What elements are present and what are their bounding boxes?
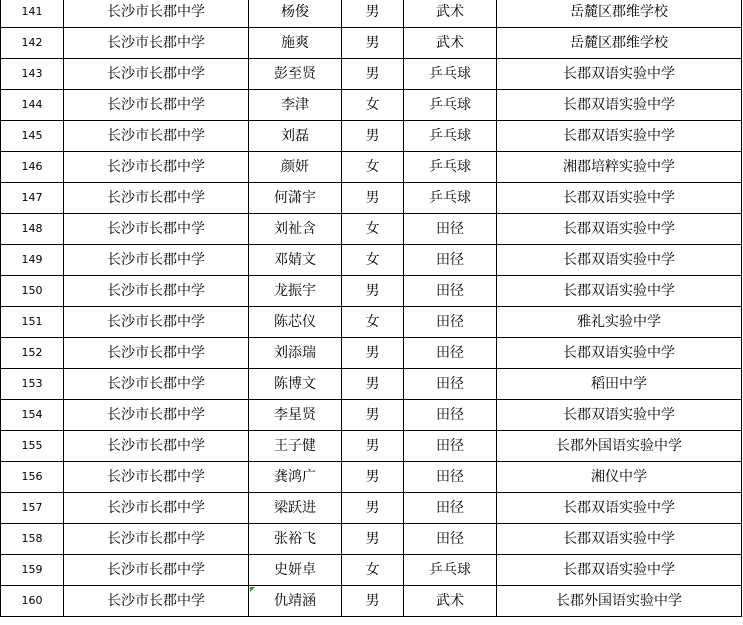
cell-gender-text: 男: [365, 190, 380, 206]
table-row: [1, 276, 742, 307]
cell-school[interactable]: [64, 90, 249, 121]
cell-school[interactable]: [64, 400, 249, 431]
cell-gender-text: 女: [365, 221, 380, 237]
cell-origin-school[interactable]: [497, 121, 742, 152]
cell-school-text: 长沙市长郡中学: [107, 438, 205, 454]
cell-origin-school-text: 长郡双语实验中学: [563, 252, 675, 268]
cell-number-text: 149: [21, 253, 43, 266]
cell-number[interactable]: [1, 555, 64, 586]
cell-gender-text: 男: [365, 500, 380, 516]
cell-sport-text: 武术: [436, 35, 464, 51]
cell-gender[interactable]: [342, 59, 404, 90]
cell-sport[interactable]: [404, 0, 497, 28]
cell-origin-school-text: 长郡外国语实验中学: [556, 438, 682, 454]
cell-school-text: 长沙市长郡中学: [107, 500, 205, 516]
cell-gender[interactable]: [342, 431, 404, 462]
cell-gender-text: 男: [365, 469, 380, 485]
cell-origin-school-text: 长郡双语实验中学: [563, 97, 675, 113]
cell-number[interactable]: [1, 121, 64, 152]
cell-school[interactable]: [64, 586, 249, 617]
cell-origin-school-text: 长郡双语实验中学: [563, 562, 675, 578]
cell-gender[interactable]: [342, 462, 404, 493]
table-row: [1, 586, 742, 617]
cell-number-text: 158: [21, 532, 43, 545]
cell-student-name[interactable]: [249, 307, 342, 338]
cell-origin-school[interactable]: [497, 338, 742, 369]
cell-gender-text: 男: [365, 376, 380, 392]
cell-student-name[interactable]: [249, 0, 342, 28]
cell-gender-text: 男: [365, 128, 380, 144]
cell-gender[interactable]: [342, 307, 404, 338]
cell-number-text: 147: [21, 191, 43, 204]
cell-school-text: 长沙市长郡中学: [107, 469, 205, 485]
cell-sport-text: 乒乓球: [429, 159, 471, 175]
cell-number-text: 144: [21, 98, 43, 111]
cell-school[interactable]: [64, 0, 249, 28]
cell-gender[interactable]: [342, 400, 404, 431]
cell-origin-school-text: 湘仪中学: [591, 469, 647, 485]
cell-origin-school[interactable]: [497, 90, 742, 121]
cell-origin-school[interactable]: [497, 152, 742, 183]
cell-sport-text: 田径: [436, 438, 464, 454]
cell-school[interactable]: [64, 276, 249, 307]
cell-gender[interactable]: [342, 90, 404, 121]
cell-sport[interactable]: [404, 462, 497, 493]
cell-student-name[interactable]: [249, 524, 342, 555]
cell-origin-school[interactable]: [497, 59, 742, 90]
cell-sport[interactable]: [404, 555, 497, 586]
cell-origin-school[interactable]: [497, 431, 742, 462]
cell-origin-school-text: 岳麓区郡维学校: [570, 35, 668, 51]
table-body: [1, 0, 742, 617]
table-row: [1, 555, 742, 586]
cell-number[interactable]: [1, 307, 64, 338]
cell-student-name[interactable]: [249, 462, 342, 493]
cell-student-name-text: 陈博文: [274, 376, 316, 392]
cell-number[interactable]: [1, 338, 64, 369]
cell-origin-school[interactable]: [497, 245, 742, 276]
cell-student-name[interactable]: [249, 400, 342, 431]
table-row: [1, 493, 742, 524]
cell-gender-text: 女: [365, 159, 380, 175]
table-row: [1, 214, 742, 245]
cell-origin-school-text: 长郡双语实验中学: [563, 345, 675, 361]
cell-student-name-text: 杨俊: [281, 4, 309, 20]
cell-origin-school[interactable]: [497, 555, 742, 586]
cell-student-name-text: 王子健: [274, 438, 316, 454]
table-row: [1, 307, 742, 338]
cell-school-text: 长沙市长郡中学: [107, 97, 205, 113]
cell-school[interactable]: [64, 28, 249, 59]
table-row: [1, 28, 742, 59]
cell-gender-text: 男: [365, 35, 380, 51]
cell-number-text: 153: [21, 377, 43, 390]
cell-number-text: 146: [21, 160, 43, 173]
cell-origin-school[interactable]: [497, 369, 742, 400]
cell-gender-text: 男: [365, 438, 380, 454]
table-row: [1, 369, 742, 400]
cell-origin-school-text: 长郡外国语实验中学: [556, 593, 682, 609]
cell-number[interactable]: [1, 28, 64, 59]
cell-student-name[interactable]: [249, 245, 342, 276]
cell-origin-school-text: 长郡双语实验中学: [563, 283, 675, 299]
cell-number-text: 159: [21, 563, 43, 576]
cell-student-name[interactable]: [249, 152, 342, 183]
cell-student-name-text: 龙振宇: [274, 283, 316, 299]
cell-school[interactable]: [64, 121, 249, 152]
cell-sport-text: 田径: [436, 531, 464, 547]
cell-number[interactable]: [1, 524, 64, 555]
cell-sport[interactable]: [404, 276, 497, 307]
cell-student-name-text: 梁跃进: [274, 500, 316, 516]
cell-sport-text: 乒乓球: [429, 128, 471, 144]
cell-school-text: 长沙市长郡中学: [107, 376, 205, 392]
cell-sport-text: 田径: [436, 221, 464, 237]
cell-school-text: 长沙市长郡中学: [107, 221, 205, 237]
cell-school-text: 长沙市长郡中学: [107, 252, 205, 268]
cell-student-name-text: 刘磊: [281, 128, 309, 144]
cell-gender-text: 男: [365, 407, 380, 423]
cell-school-text: 长沙市长郡中学: [107, 593, 205, 609]
cell-sport[interactable]: [404, 28, 497, 59]
cell-student-name-text: 张裕飞: [274, 531, 316, 547]
cell-sport[interactable]: [404, 183, 497, 214]
cell-number-text: 156: [21, 470, 43, 483]
cell-number-text: 157: [21, 501, 43, 514]
cell-sport-text: 田径: [436, 376, 464, 392]
cell-student-name-text: 何潇宇: [274, 190, 316, 206]
cell-sport-text: 乒乓球: [429, 190, 471, 206]
cell-sport[interactable]: [404, 90, 497, 121]
cell-number[interactable]: [1, 0, 64, 28]
cell-number[interactable]: [1, 369, 64, 400]
cell-gender[interactable]: [342, 183, 404, 214]
cell-number[interactable]: [1, 493, 64, 524]
cell-school-text: 长沙市长郡中学: [107, 190, 205, 206]
cell-sport-text: 田径: [436, 345, 464, 361]
cell-number-text: 143: [21, 67, 43, 80]
cell-origin-school[interactable]: [497, 0, 742, 28]
cell-origin-school[interactable]: [497, 276, 742, 307]
cell-sport-text: 田径: [436, 252, 464, 268]
cell-school[interactable]: [64, 245, 249, 276]
cell-sport[interactable]: [404, 121, 497, 152]
cell-school-text: 长沙市长郡中学: [107, 345, 205, 361]
cell-origin-school-text: 岳麓区郡维学校: [570, 4, 668, 20]
cell-sport[interactable]: [404, 431, 497, 462]
cell-number-text: 148: [21, 222, 43, 235]
cell-origin-school[interactable]: [497, 586, 742, 617]
cell-origin-school[interactable]: [497, 462, 742, 493]
table-row: [1, 245, 742, 276]
cell-origin-school-text: 长郡双语实验中学: [563, 221, 675, 237]
cell-sport-text: 田径: [436, 469, 464, 485]
table-row: [1, 462, 742, 493]
cell-gender-text: 男: [365, 4, 380, 20]
cell-gender[interactable]: [342, 214, 404, 245]
cell-origin-school-text: 湘郡培粹实验中学: [563, 159, 675, 175]
cell-sport[interactable]: [404, 59, 497, 90]
cell-number[interactable]: [1, 586, 64, 617]
cell-school-text: 长沙市长郡中学: [107, 159, 205, 175]
cell-student-name[interactable]: [249, 555, 342, 586]
cell-gender[interactable]: [342, 276, 404, 307]
cell-school-text: 长沙市长郡中学: [107, 562, 205, 578]
cell-school-text: 长沙市长郡中学: [107, 314, 205, 330]
cell-number-text: 151: [21, 315, 43, 328]
cell-school-text: 长沙市长郡中学: [107, 283, 205, 299]
cell-origin-school[interactable]: [497, 493, 742, 524]
cell-comment-marker-icon: [250, 587, 255, 592]
cell-origin-school[interactable]: [497, 214, 742, 245]
cell-gender[interactable]: [342, 28, 404, 59]
cell-sport-text: 田径: [436, 314, 464, 330]
cell-number-text: 141: [21, 5, 43, 18]
cell-student-name[interactable]: [249, 28, 342, 59]
cell-sport-text: 武术: [436, 593, 464, 609]
cell-gender[interactable]: [342, 121, 404, 152]
cell-sport[interactable]: [404, 369, 497, 400]
cell-origin-school[interactable]: [497, 524, 742, 555]
cell-number-text: 145: [21, 129, 43, 142]
cell-sport[interactable]: [404, 245, 497, 276]
cell-sport[interactable]: [404, 152, 497, 183]
cell-school[interactable]: [64, 524, 249, 555]
cell-number-text: 155: [21, 439, 43, 452]
cell-student-name[interactable]: [249, 183, 342, 214]
cell-origin-school-text: 稻田中学: [591, 376, 647, 392]
cell-gender[interactable]: [342, 493, 404, 524]
cell-school[interactable]: [64, 307, 249, 338]
cell-gender-text: 男: [365, 593, 380, 609]
cell-student-name[interactable]: [249, 214, 342, 245]
cell-student-name[interactable]: [249, 90, 342, 121]
cell-student-name-text: 刘添瑞: [274, 345, 316, 361]
cell-school[interactable]: [64, 214, 249, 245]
cell-sport[interactable]: [404, 586, 497, 617]
cell-sport-text: 乒乓球: [429, 562, 471, 578]
cell-gender-text: 男: [365, 531, 380, 547]
cell-origin-school-text: 长郡双语实验中学: [563, 500, 675, 516]
cell-origin-school-text: 雅礼实验中学: [577, 314, 661, 330]
cell-student-name[interactable]: [249, 338, 342, 369]
cell-number-text: 152: [21, 346, 43, 359]
cell-sport-text: 田径: [436, 407, 464, 423]
table-row: [1, 431, 742, 462]
cell-school[interactable]: [64, 338, 249, 369]
cell-school[interactable]: [64, 183, 249, 214]
cell-sport-text: 乒乓球: [429, 97, 471, 113]
cell-number-text: 154: [21, 408, 43, 421]
cell-gender[interactable]: [342, 338, 404, 369]
cell-school[interactable]: [64, 431, 249, 462]
cell-student-name-text: 李星贤: [274, 407, 316, 423]
table-row: [1, 59, 742, 90]
cell-student-name-text: 仇靖涵: [274, 593, 316, 609]
cell-school[interactable]: [64, 493, 249, 524]
cell-school-text: 长沙市长郡中学: [107, 4, 205, 20]
table-row: [1, 338, 742, 369]
table-row: [1, 0, 742, 28]
cell-gender[interactable]: [342, 245, 404, 276]
cell-gender-text: 女: [365, 314, 380, 330]
cell-student-name-text: 史妍卓: [274, 562, 316, 578]
cell-school-text: 长沙市长郡中学: [107, 531, 205, 547]
cell-gender-text: 女: [365, 97, 380, 113]
cell-number-text: 142: [21, 36, 43, 49]
cell-number[interactable]: [1, 59, 64, 90]
cell-number[interactable]: [1, 431, 64, 462]
cell-origin-school-text: 长郡双语实验中学: [563, 531, 675, 547]
cell-school-text: 长沙市长郡中学: [107, 66, 205, 82]
cell-sport-text: 田径: [436, 283, 464, 299]
table-row: [1, 90, 742, 121]
table-row: [1, 183, 742, 214]
cell-student-name[interactable]: [249, 493, 342, 524]
cell-gender-text: 男: [365, 345, 380, 361]
cell-student-name-text: 刘祉含: [274, 221, 316, 237]
cell-number[interactable]: [1, 400, 64, 431]
table-row: [1, 400, 742, 431]
cell-student-name-text: 陈芯仪: [274, 314, 316, 330]
cell-student-name-text: 施爽: [281, 35, 309, 51]
cell-student-name-text: 彭至贤: [274, 66, 316, 82]
cell-student-name-text: 龚鸿广: [274, 469, 316, 485]
cell-school[interactable]: [64, 555, 249, 586]
cell-origin-school[interactable]: [497, 183, 742, 214]
cell-student-name-text: 李津: [281, 97, 309, 113]
cell-sport[interactable]: [404, 524, 497, 555]
cell-number[interactable]: [1, 245, 64, 276]
cell-school[interactable]: [64, 369, 249, 400]
cell-number[interactable]: [1, 152, 64, 183]
cell-number[interactable]: [1, 276, 64, 307]
cell-sport[interactable]: [404, 493, 497, 524]
cell-gender[interactable]: [342, 369, 404, 400]
cell-origin-school-text: 长郡双语实验中学: [563, 407, 675, 423]
cell-number[interactable]: [1, 90, 64, 121]
table-row: [1, 152, 742, 183]
cell-origin-school[interactable]: [497, 307, 742, 338]
cell-sport[interactable]: [404, 400, 497, 431]
cell-school-text: 长沙市长郡中学: [107, 128, 205, 144]
cell-student-name[interactable]: [249, 586, 342, 617]
cell-number-text: 150: [21, 284, 43, 297]
cell-origin-school-text: 长郡双语实验中学: [563, 66, 675, 82]
table-row: [1, 524, 742, 555]
cell-gender[interactable]: [342, 0, 404, 28]
cell-origin-school-text: 长郡双语实验中学: [563, 190, 675, 206]
cell-gender[interactable]: [342, 586, 404, 617]
cell-origin-school-text: 长郡双语实验中学: [563, 128, 675, 144]
cell-student-name[interactable]: [249, 59, 342, 90]
cell-number[interactable]: [1, 183, 64, 214]
cell-school-text: 长沙市长郡中学: [107, 407, 205, 423]
cell-sport-text: 乒乓球: [429, 66, 471, 82]
cell-sport[interactable]: [404, 338, 497, 369]
cell-origin-school[interactable]: [497, 28, 742, 59]
cell-school[interactable]: [64, 59, 249, 90]
cell-student-name[interactable]: [249, 276, 342, 307]
cell-student-name-text: 颜妍: [281, 159, 309, 175]
cell-gender-text: 男: [365, 283, 380, 299]
cell-sport[interactable]: [404, 214, 497, 245]
cell-number-text: 160: [21, 594, 43, 607]
cell-sport[interactable]: [404, 307, 497, 338]
cell-gender[interactable]: [342, 524, 404, 555]
cell-gender-text: 男: [365, 66, 380, 82]
cell-school[interactable]: [64, 152, 249, 183]
cell-gender-text: 女: [365, 252, 380, 268]
cell-student-name[interactable]: [249, 431, 342, 462]
cell-school[interactable]: [64, 462, 249, 493]
cell-student-name[interactable]: [249, 121, 342, 152]
cell-gender[interactable]: [342, 152, 404, 183]
cell-gender[interactable]: [342, 555, 404, 586]
cell-student-name-text: 邓婧文: [274, 252, 316, 268]
cell-school-text: 长沙市长郡中学: [107, 35, 205, 51]
cell-student-name[interactable]: [249, 369, 342, 400]
cell-number[interactable]: [1, 462, 64, 493]
cell-sport-text: 田径: [436, 500, 464, 516]
cell-number[interactable]: [1, 214, 64, 245]
table-row: [1, 121, 742, 152]
cell-sport-text: 武术: [436, 4, 464, 20]
cell-origin-school[interactable]: [497, 400, 742, 431]
cell-gender-text: 女: [365, 562, 380, 578]
